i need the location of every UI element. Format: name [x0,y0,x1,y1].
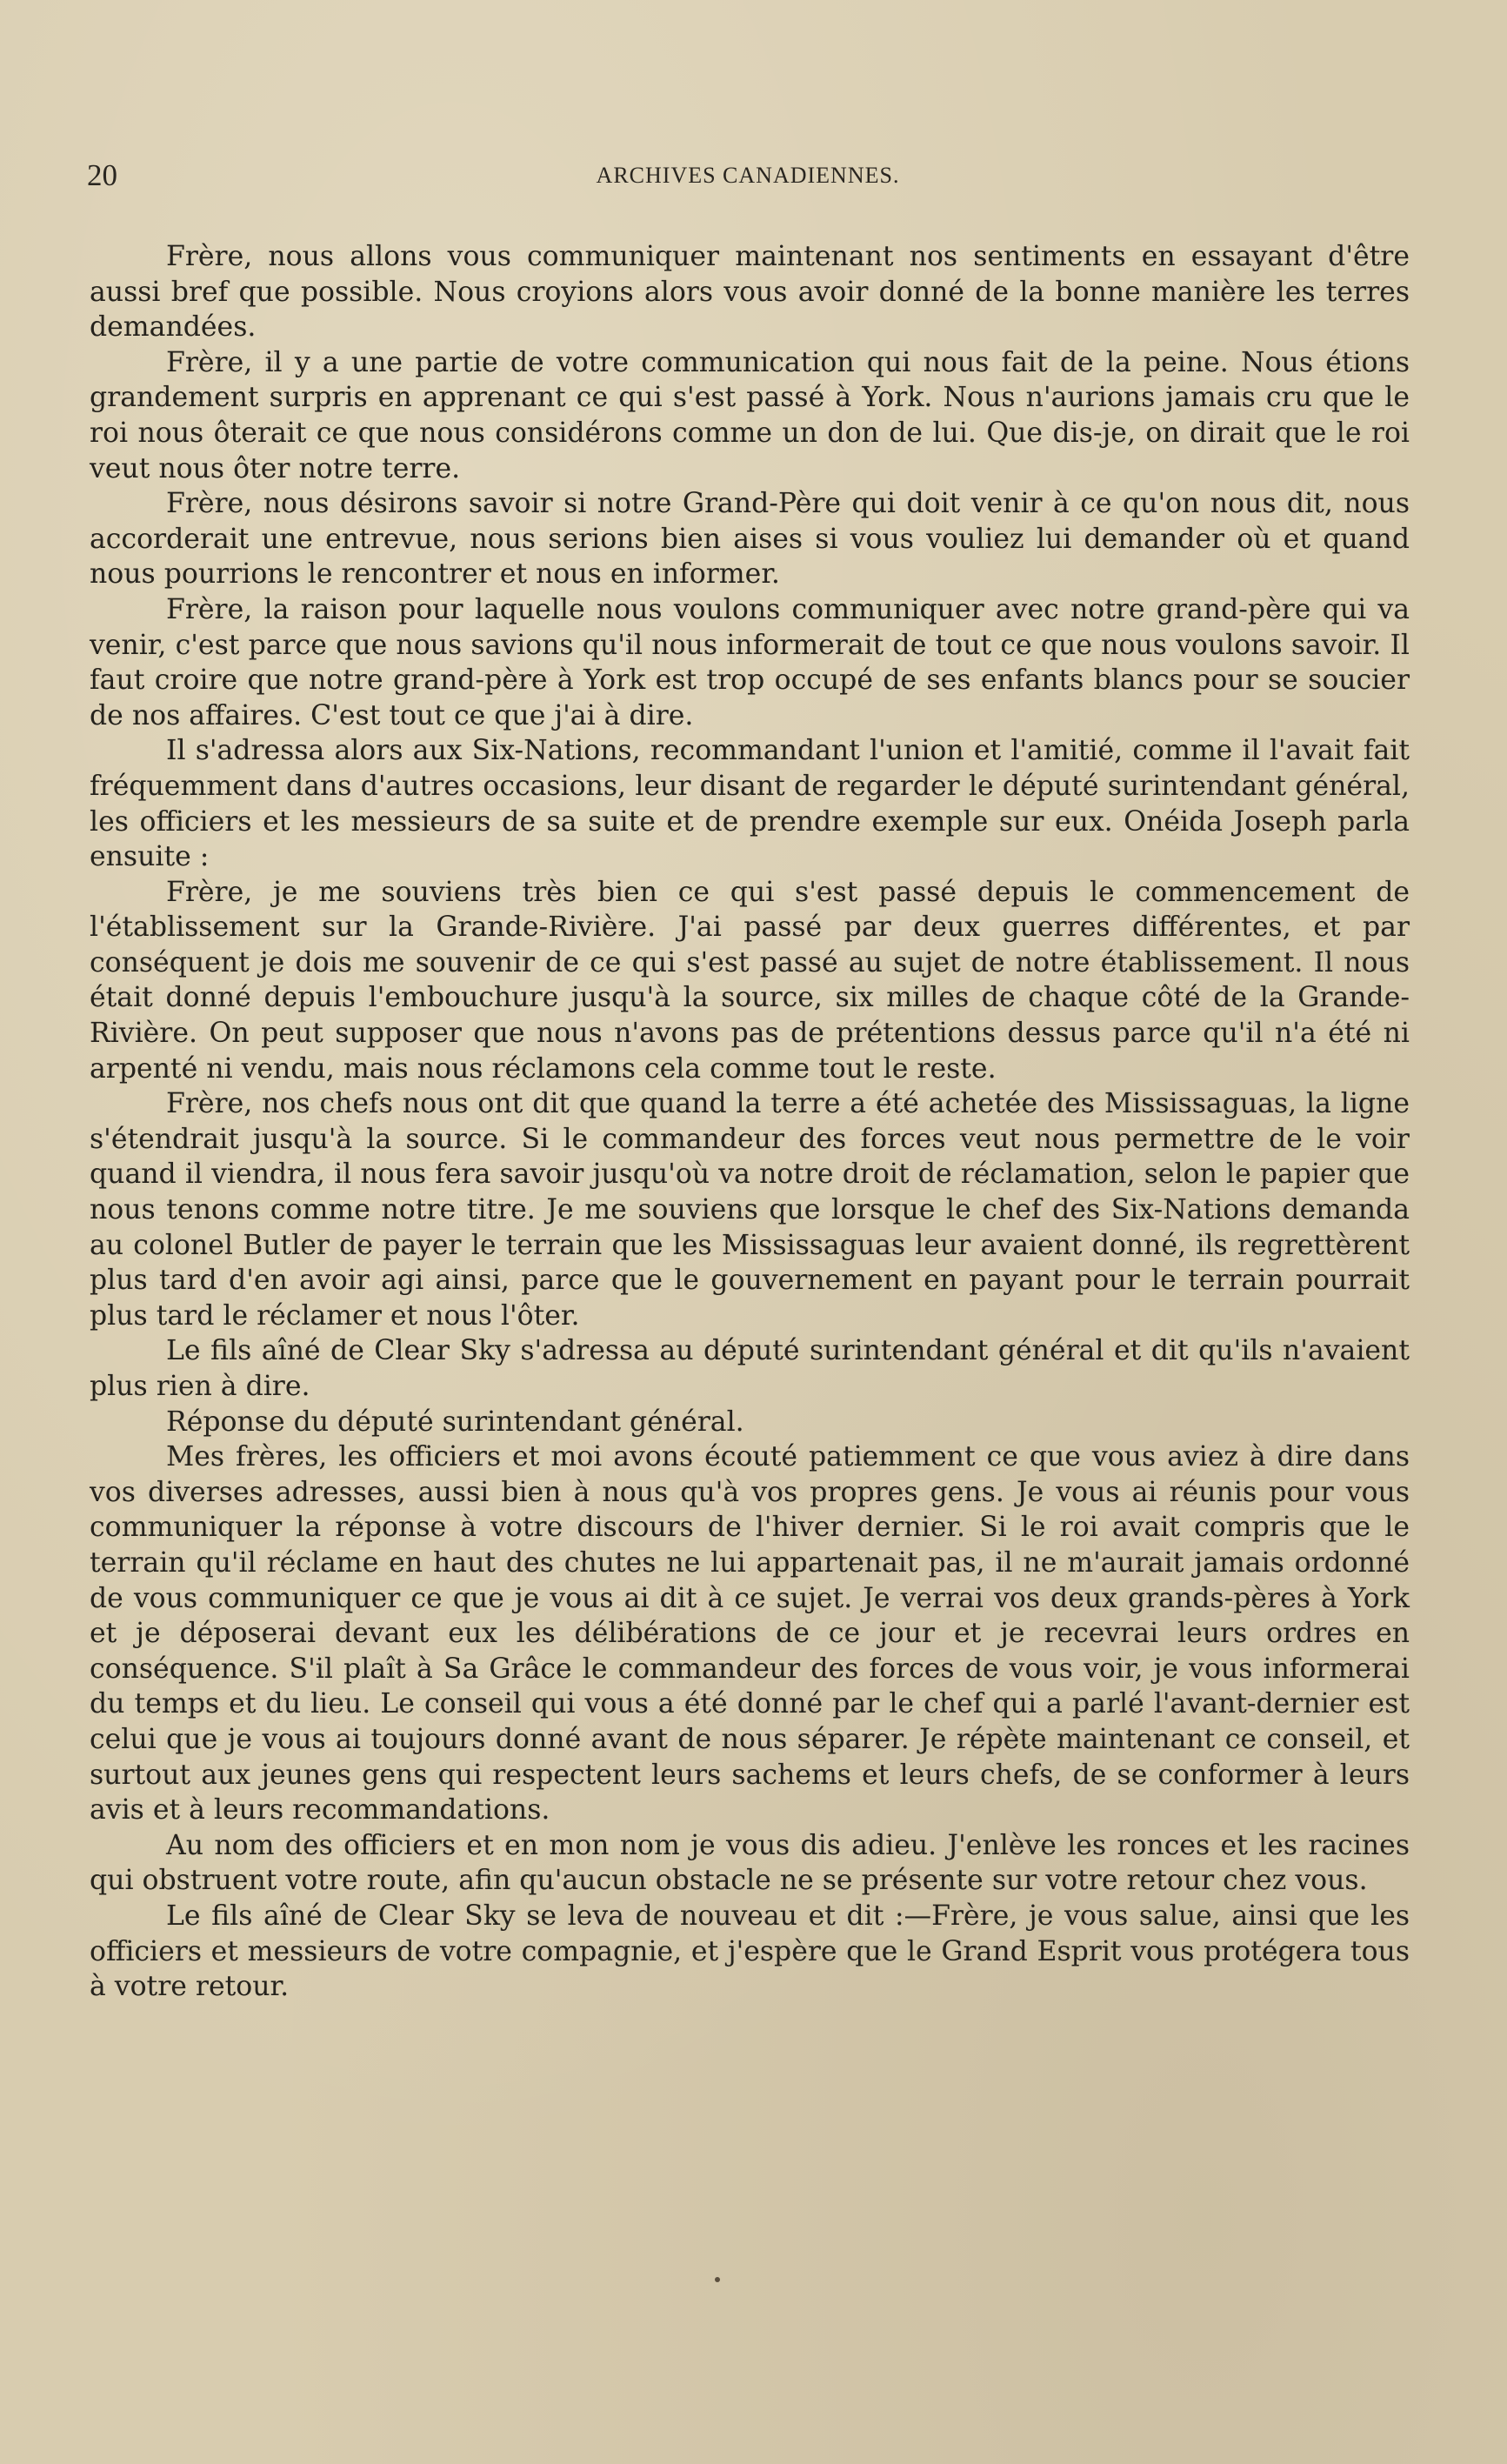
paragraph: Le fils aîné de Clear Sky s'adressa au député surintendant général et dit qu'ils n'avaient plus rien à dire. [90,1335,1410,1402]
paragraph: Frère, nous allons vous communiquer maintenant nos sentiments en essayant d'être aussi bref que possible. Nous croyions alors vous avoir donné de la bonne manière les terres demandées. [90,241,1410,344]
paragraph: Le fils aîné de Clear Sky se leva de nouveau et dit :—Frère, je vous salue, ainsi que les officiers et messieurs de votre compagnie, et j'espère que le Grand Esprit vous protégera tous à votre retour. [90,1900,1410,2003]
paragraph: Frère, la raison pour laquelle nous voulons communiquer avec notre grand-père qui va venir, c'est parce que nous savions qu'il nous informerait de tout ce que nous voulons savoir. Il faut croire que notre grand-père à York est trop occupé de ses enfants blancs pour se soucier de nos affaires. C'est tout ce que j'ai à dire. [90,593,1410,731]
paragraph: Frère, nous désirons savoir si notre Grand-Père qui doit venir à ce qu'on nous dit, nous accorderait une entrevue, nous serions bien aises si vous vouliez lui demander où et quand nous pourrions le rencontrer et nous en informer. [90,488,1410,591]
page-number: 20 [87,158,117,192]
paragraph: Frère, je me souviens très bien ce qui s'est passé depuis le commencement de l'établissement sur la Grande-Rivière. J'ai passé par deux guerres différentes, et par conséquent je dois me souvenir de ce qui s'est passé au sujet de notre établissement. Il nous était donné depuis l'embouchure jusqu'à la source, six milles de chaque côté de la Grande-Rivière. On peut supposer que nous n'avons pas de prétentions dessus parce qu'il n'a été ni arpenté ni vendu, mais nous réclamons cela comme tout le reste. [90,876,1410,1085]
paper-speck [715,2277,720,2282]
paragraph: Il s'adressa alors aux Six-Nations, recommandant l'union et l'amitié, comme il l'avait fait fréquemment dans d'autres occasions, leur disant de regarder le député surintendant général, les officiers et les messieurs de sa suite et de prendre exemple sur eux. Onéida Joseph parla ensuite : [90,735,1410,873]
paragraph: Mes frères, les officiers et moi avons écouté patiemment ce que vous aviez à dire dans vos diverses adresses, aussi bien à nous qu'à vos propres gens. Je vous ai réunis pour vous communiquer la réponse à votre discours de l'hiver dernier. Si le roi avait compris que le terrain qu'il réclame en haut des chutes ne lui appartenait pas, il ne m'aurait jamais ordonné de vous communiquer ce que je vous ai dit à ce sujet. Je verrai vos deux grands-pères à York et je déposerai devant eux les délibérations de ce jour et je recevrai leurs ordres en conséquence. S'il plaît à Sa Grâce le commandeur des forces de vous voir, je vous informerai du temps et du lieu. Le conseil qui vous a été donné par le chef qui a parlé l'avant-dernier est celui que je vous ai toujours donné avant de nous séparer. Je répète maintenant ce conseil, et surtout aux jeunes gens qui respectent leurs sachems et leurs chefs, de se conformer à leurs avis et à leurs recommandations. [90,1441,1410,1826]
paragraph: Frère, nos chefs nous ont dit que quand la terre a été achetée des Mississaguas, la ligne s'étendrait jusqu'à la source. Si le commandeur des forces veut nous permettre de le voir quand il viendra, il nous fera savoir jusqu'où va notre droit de réclamation, selon le papier que nous tenons comme notre titre. Je me souviens que lorsque le chef des Six-Nations demanda au colonel Butler de payer le terrain que les Mississaguas leur avaient donné, ils regrettèrent plus tard d'en avoir agi ainsi, parce que le gouvernement en payant pour le terrain pourrait plus tard le réclamer et nous l'ôter. [90,1088,1410,1332]
paragraph: Frère, il y a une partie de votre communication qui nous fait de la peine. Nous étions grandement surpris en apprenant ce qui s'est passé à York. Nous n'aurions jamais cru que le roi nous ôterait ce que nous considérons comme un don de lui. Que dis-je, on dirait que le roi veut nous ôter notre terre. [90,346,1410,484]
running-head: ARCHIVES CANADIENNES. [596,163,900,188]
paragraph: Au nom des officiers et en mon nom je vous dis adieu. J'enlève les ronces et les racines qui obstruent votre route, afin qu'aucun obstacle ne se présente sur votre retour chez vous. [90,1829,1410,1897]
paragraph: Réponse du député surintendant général. [166,1406,744,1438]
body-text [90,239,1410,2005]
page-header [87,157,1409,200]
